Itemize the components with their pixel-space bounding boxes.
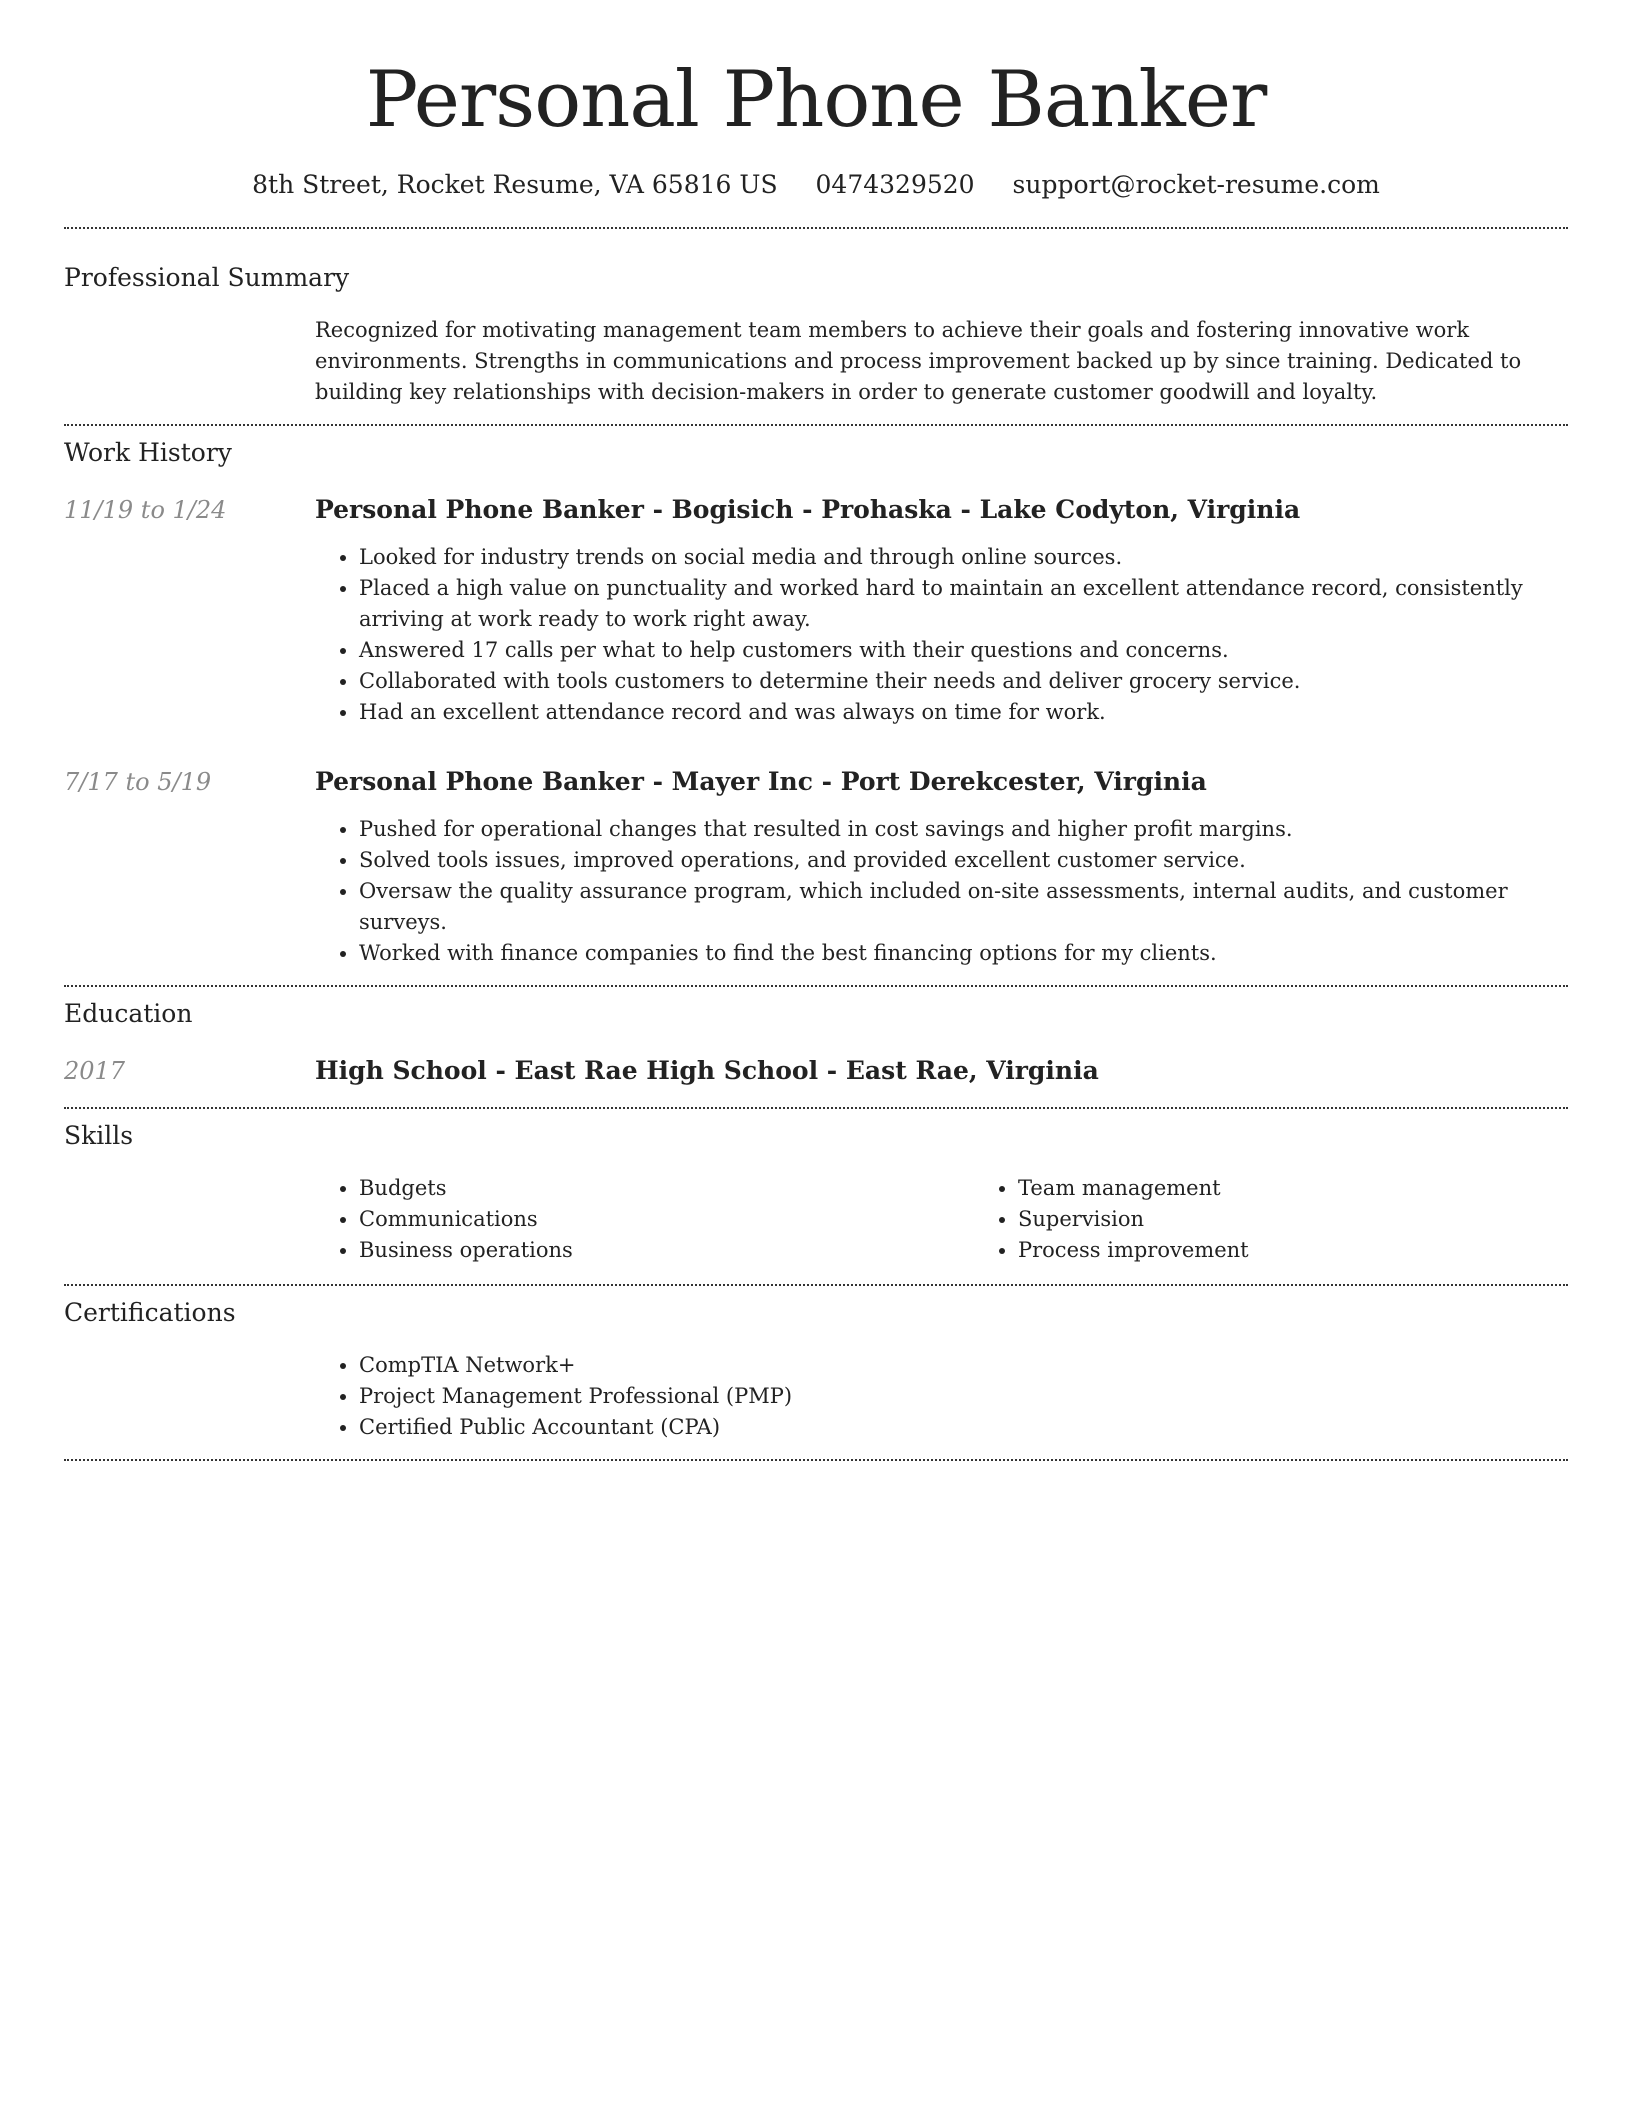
section-title-education: Education [64,999,193,1028]
certifications-section [64,1296,1568,1443]
divider [64,985,1568,987]
divider [64,227,1568,229]
contact-email: support@rocket-resume.com [1012,170,1380,199]
job-dates: 7/17 to 5/19 [64,768,212,796]
divider [64,1107,1568,1109]
job-heading: Personal Phone Banker - Mayer Inc - Port Derekcester, Virginia [315,767,1207,796]
list-item: • Placed a high value on punctuality and worked hard to maintain an excellent attendance record, consistently arriving at work ready to work right away. [359,573,1568,635]
education-heading: High School - East Rae High School - East Rae, Virginia [315,1056,1099,1085]
job-bullets [315,814,1568,969]
list-item: • Project Management Professional (PMP) [359,1381,1568,1412]
list-item: • Oversaw the quality assurance program, which included on-site assessments, internal audits, and customer surveys. [359,876,1568,938]
list-item: • Business operations [359,1235,974,1266]
list-item: • Had an excellent attendance record and was always on time for work. [359,697,1568,728]
section-title-skills: Skills [64,1121,134,1150]
contact-line [64,168,1568,202]
list-item: • Solved tools issues, improved operations, and provided excellent customer service. [359,845,1568,876]
list-item: • Budgets [359,1173,974,1204]
list-item: • Team management [1018,1173,1632,1204]
list-item: • Process improvement [1018,1235,1632,1266]
summary-section [64,261,1568,408]
job-bullets [315,542,1568,728]
section-title-summary: Professional Summary [64,263,350,292]
section-title-certifications: Certifications [64,1298,236,1327]
skills-section [64,1119,1568,1266]
list-item: • Communications [359,1204,974,1235]
job-entry [64,494,1568,728]
certifications-list [315,1350,1568,1443]
list-item: • Worked with finance companies to find the best financing options for my clients. [359,938,1568,969]
divider [64,1459,1568,1461]
contact-phone: 0474329520 [815,170,975,199]
education-year: 2017 [64,1057,126,1085]
work-history-section [64,436,1568,969]
skills-list-left [315,1173,974,1266]
list-item: • Pushed for operational changes that resulted in cost savings and higher profit margins. [359,814,1568,845]
list-item: • Supervision [1018,1204,1632,1235]
section-title-work-history: Work History [64,438,232,467]
list-item: • CompTIA Network+ [359,1350,1568,1381]
list-item: • Certified Public Accountant (CPA) [359,1412,1568,1443]
education-section [64,997,1568,1087]
job-heading: Personal Phone Banker - Bogisich - Prohaska - Lake Codyton, Virginia [315,495,1301,524]
summary-text: Recognized for motivating management team members to achieve their goals and fostering innovative work environments. Strengths in communications and process improvement backed up by since training. Dedicated to building key relationships with decision-makers in order to generate customer goodwill and loyalty. [315,318,1522,404]
list-item: • Looked for industry trends on social media and through online sources. [359,542,1568,573]
resume-page [64,0,1568,1461]
job-entry [64,766,1568,969]
list-item: • Answered 17 calls per what to help customers with their questions and concerns. [359,635,1568,666]
skills-list-right [974,1173,1632,1266]
candidate-name: Personal Phone Banker [365,55,1267,145]
divider [64,1284,1568,1286]
contact-address: 8th Street, Rocket Resume, VA 65816 US [252,170,778,199]
job-dates: 11/19 to 1/24 [64,496,227,524]
divider [64,424,1568,426]
education-entry [64,1055,1568,1087]
list-item: • Collaborated with tools customers to determine their needs and deliver grocery service. [359,666,1568,697]
